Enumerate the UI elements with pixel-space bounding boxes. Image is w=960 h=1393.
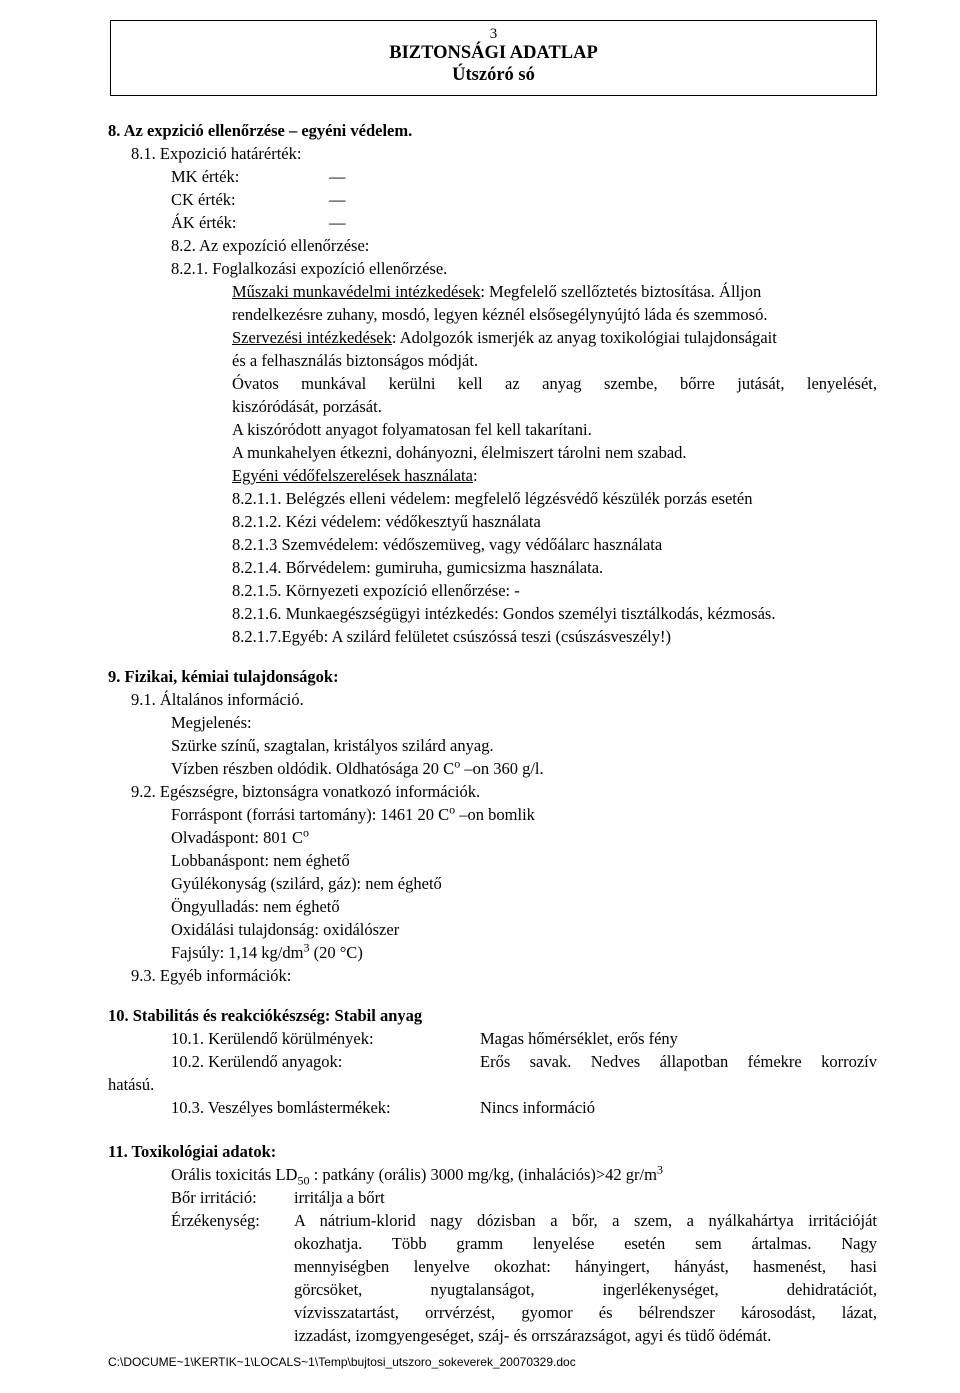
ak-value: —: [329, 213, 346, 232]
forraspont-line: Forráspont (forrási tartomány): 1461 20 $C^o$ –on bomlik: [171, 802, 535, 824]
item-8-2-1-1: 8.2.1.1. Belégzés elleni védelem: megfelelő légzésvédő készülék porzás esetén: [232, 489, 753, 508]
gyulekonysag-line: Gyúlékonyság (szilárd, gáz): nem éghető: [171, 874, 442, 893]
s821-label: 8.2.1. Foglalkozási expozíció ellenőrzése.: [171, 259, 448, 278]
item-8-2-1-4: 8.2.1.4. Bőrvédelem: gumiruha, gumicsizma használata.: [232, 558, 604, 577]
s102-label: 10.2. Kerülendő anyagok:: [171, 1052, 343, 1071]
s101-value: Magas hőmérséklet, erős fény: [480, 1029, 678, 1048]
s102-value-cont: hatású.: [108, 1075, 155, 1094]
erzekenyseg-line-2: okozhatja. Több gramm lenyelése esetén sem ártalmas. Nagy: [294, 1234, 877, 1253]
szervezesi-line-2: és a felhasználás biztonságos módját.: [232, 351, 479, 370]
s92-label: 9.2. Egészségre, biztonságra vonatkozó információk.: [131, 782, 481, 801]
header-box: [110, 20, 877, 96]
erzekenyseg-line-3: mennyiségben lenyelve okozhat: hányingert, hányást, hasmenést, hasi: [294, 1257, 877, 1276]
erzekenyseg-line-4: görcsöket, nyugtalanságot, ingerlékenységet, dehidratációt,: [294, 1280, 877, 1299]
szurke-line: Szürke színű, szagtalan, kristályos szilárd anyag.: [171, 736, 494, 755]
muszaki-line-1: Műszaki munkavédelmi intézkedések: Megfelelő szellőztetés biztosítása. Álljon: [232, 282, 762, 301]
item-8-2-1-2: 8.2.1.2. Kézi védelem: védőkesztyű használata: [232, 512, 541, 531]
section-8-heading: 8. Az expzició ellenőrzése – egyéni védelem.: [108, 121, 413, 140]
egyeni-heading: Egyéni védőfelszerelések használata:: [232, 466, 478, 485]
product-name: Útszóró só: [452, 65, 535, 85]
ongyulladas-line: Öngyulladás: nem éghető: [171, 897, 340, 916]
lobbanaspont-line: Lobbanáspont: nem éghető: [171, 851, 350, 870]
oxidalasi-line: Oxidálási tulajdonság: oxidálószer: [171, 920, 400, 939]
document-title: BIZTONSÁGI ADATLAP: [389, 43, 598, 63]
oralis-line: Orális toxicitás $LD_{50}$ : patkány (orális) 3000 mg/kg, (inhalációs)>42 $gr/m^3$: [171, 1162, 663, 1188]
erzekenyseg-line-6: izzadást, izomgyengeséget, száj- és orrszárazságot, agyi és tüdő ödémát.: [294, 1326, 772, 1345]
erzekenyseg-line-5: vízvisszatartást, orrvérzést, gyomor és bélrendszer károsodást, lázat,: [294, 1303, 877, 1322]
s81-label: 8.1. Expozició határérték:: [131, 144, 302, 163]
ak-label: ÁK érték:: [171, 213, 237, 232]
fajsuly-line: Fajsúly: 1,14 $kg/dm^3$ (20 °C): [171, 940, 363, 962]
file-path-footer: C:\DOCUME~1\KERTIK~1\LOCALS~1\Temp\bujtosi_utszoro_sokeverek_20070329.doc: [108, 1355, 576, 1369]
mk-value: —: [329, 167, 346, 186]
item-8-2-1-7: 8.2.1.7.Egyéb: A szilárd felületet csúszóssá teszi (csúszásveszély!): [232, 627, 671, 646]
bor-label: Bőr irritáció:: [171, 1188, 257, 1207]
erzekenyseg-line-1: A nátrium-klorid nagy dózisban a bőr, a szem, a nyálkahártya irritációját: [294, 1211, 877, 1230]
s91-label: 9.1. Általános információ.: [131, 690, 304, 709]
szervezesi-line-1: Szervezési intézkedések: Adolgozók ismerjék az anyag toxikológiai tulajdonságait: [232, 328, 777, 347]
ovatos-line-2: kiszóródását, porzását.: [232, 397, 382, 416]
vizben-line: Vízben részben oldódik. Oldhatósága 20 $C^o$ –on 360 g/l.: [171, 756, 544, 778]
item-8-2-1-3: 8.2.1.3 Szemvédelem: védőszemüveg, vagy védőálarc használata: [232, 535, 663, 554]
ovatos-line-1: Óvatos munkával kerülni kell az anyag szembe, bőrre jutását, lenyelését,: [232, 374, 877, 393]
item-8-2-1-5: 8.2.1.5. Környezeti expozíció ellenőrzése: -: [232, 581, 520, 600]
page-number: 3: [489, 26, 498, 42]
s103-value: Nincs információ: [480, 1098, 596, 1117]
s102-value: Erős savak. Nedves állapotban fémekre korrozív: [480, 1052, 877, 1071]
s101-label: 10.1. Kerülendő körülmények:: [171, 1029, 374, 1048]
megjelenes-label: Megjelenés:: [171, 713, 252, 732]
section-9-heading: 9. Fizikai, kémiai tulajdonságok:: [108, 667, 339, 686]
muszaki-label: Műszaki munkavédelmi intézkedések: [232, 282, 481, 301]
erzekenyseg-label: Érzékenység:: [171, 1211, 260, 1230]
muszaki-line-2: rendelkezésre zuhany, mosdó, legyen kéznél elsősegélynyújtó láda és szemmosó.: [232, 305, 768, 324]
munkahelyen-line: A munkahelyen étkezni, dohányozni, élelmiszert tárolni nem szabad.: [232, 443, 687, 462]
kiszorodott-line: A kiszóródott anyagot folyamatosan fel kell takarítani.: [232, 420, 592, 439]
s82-label: 8.2. Az expozíció ellenőrzése:: [171, 236, 370, 255]
mk-label: MK érték:: [171, 167, 240, 186]
bor-value: irritálja a bőrt: [294, 1188, 385, 1207]
section-11-heading: 11. Toxikológiai adatok:: [108, 1142, 277, 1161]
s93-label: 9.3. Egyéb információk:: [131, 966, 292, 985]
szervezesi-label: Szervezési intézkedések: [232, 328, 392, 347]
olvadaspont-line: Olvadáspont: 801 $C^o$: [171, 825, 309, 847]
ck-value: —: [329, 190, 346, 209]
section-10-heading: 10. Stabilitás és reakciókészség: Stabil anyag: [108, 1006, 423, 1025]
s103-label: 10.3. Veszélyes bomlástermékek:: [171, 1098, 391, 1117]
ck-label: CK érték:: [171, 190, 236, 209]
item-8-2-1-6: 8.2.1.6. Munkaegészségügyi intézkedés: Gondos személyi tisztálkodás, kézmosás.: [232, 604, 776, 623]
